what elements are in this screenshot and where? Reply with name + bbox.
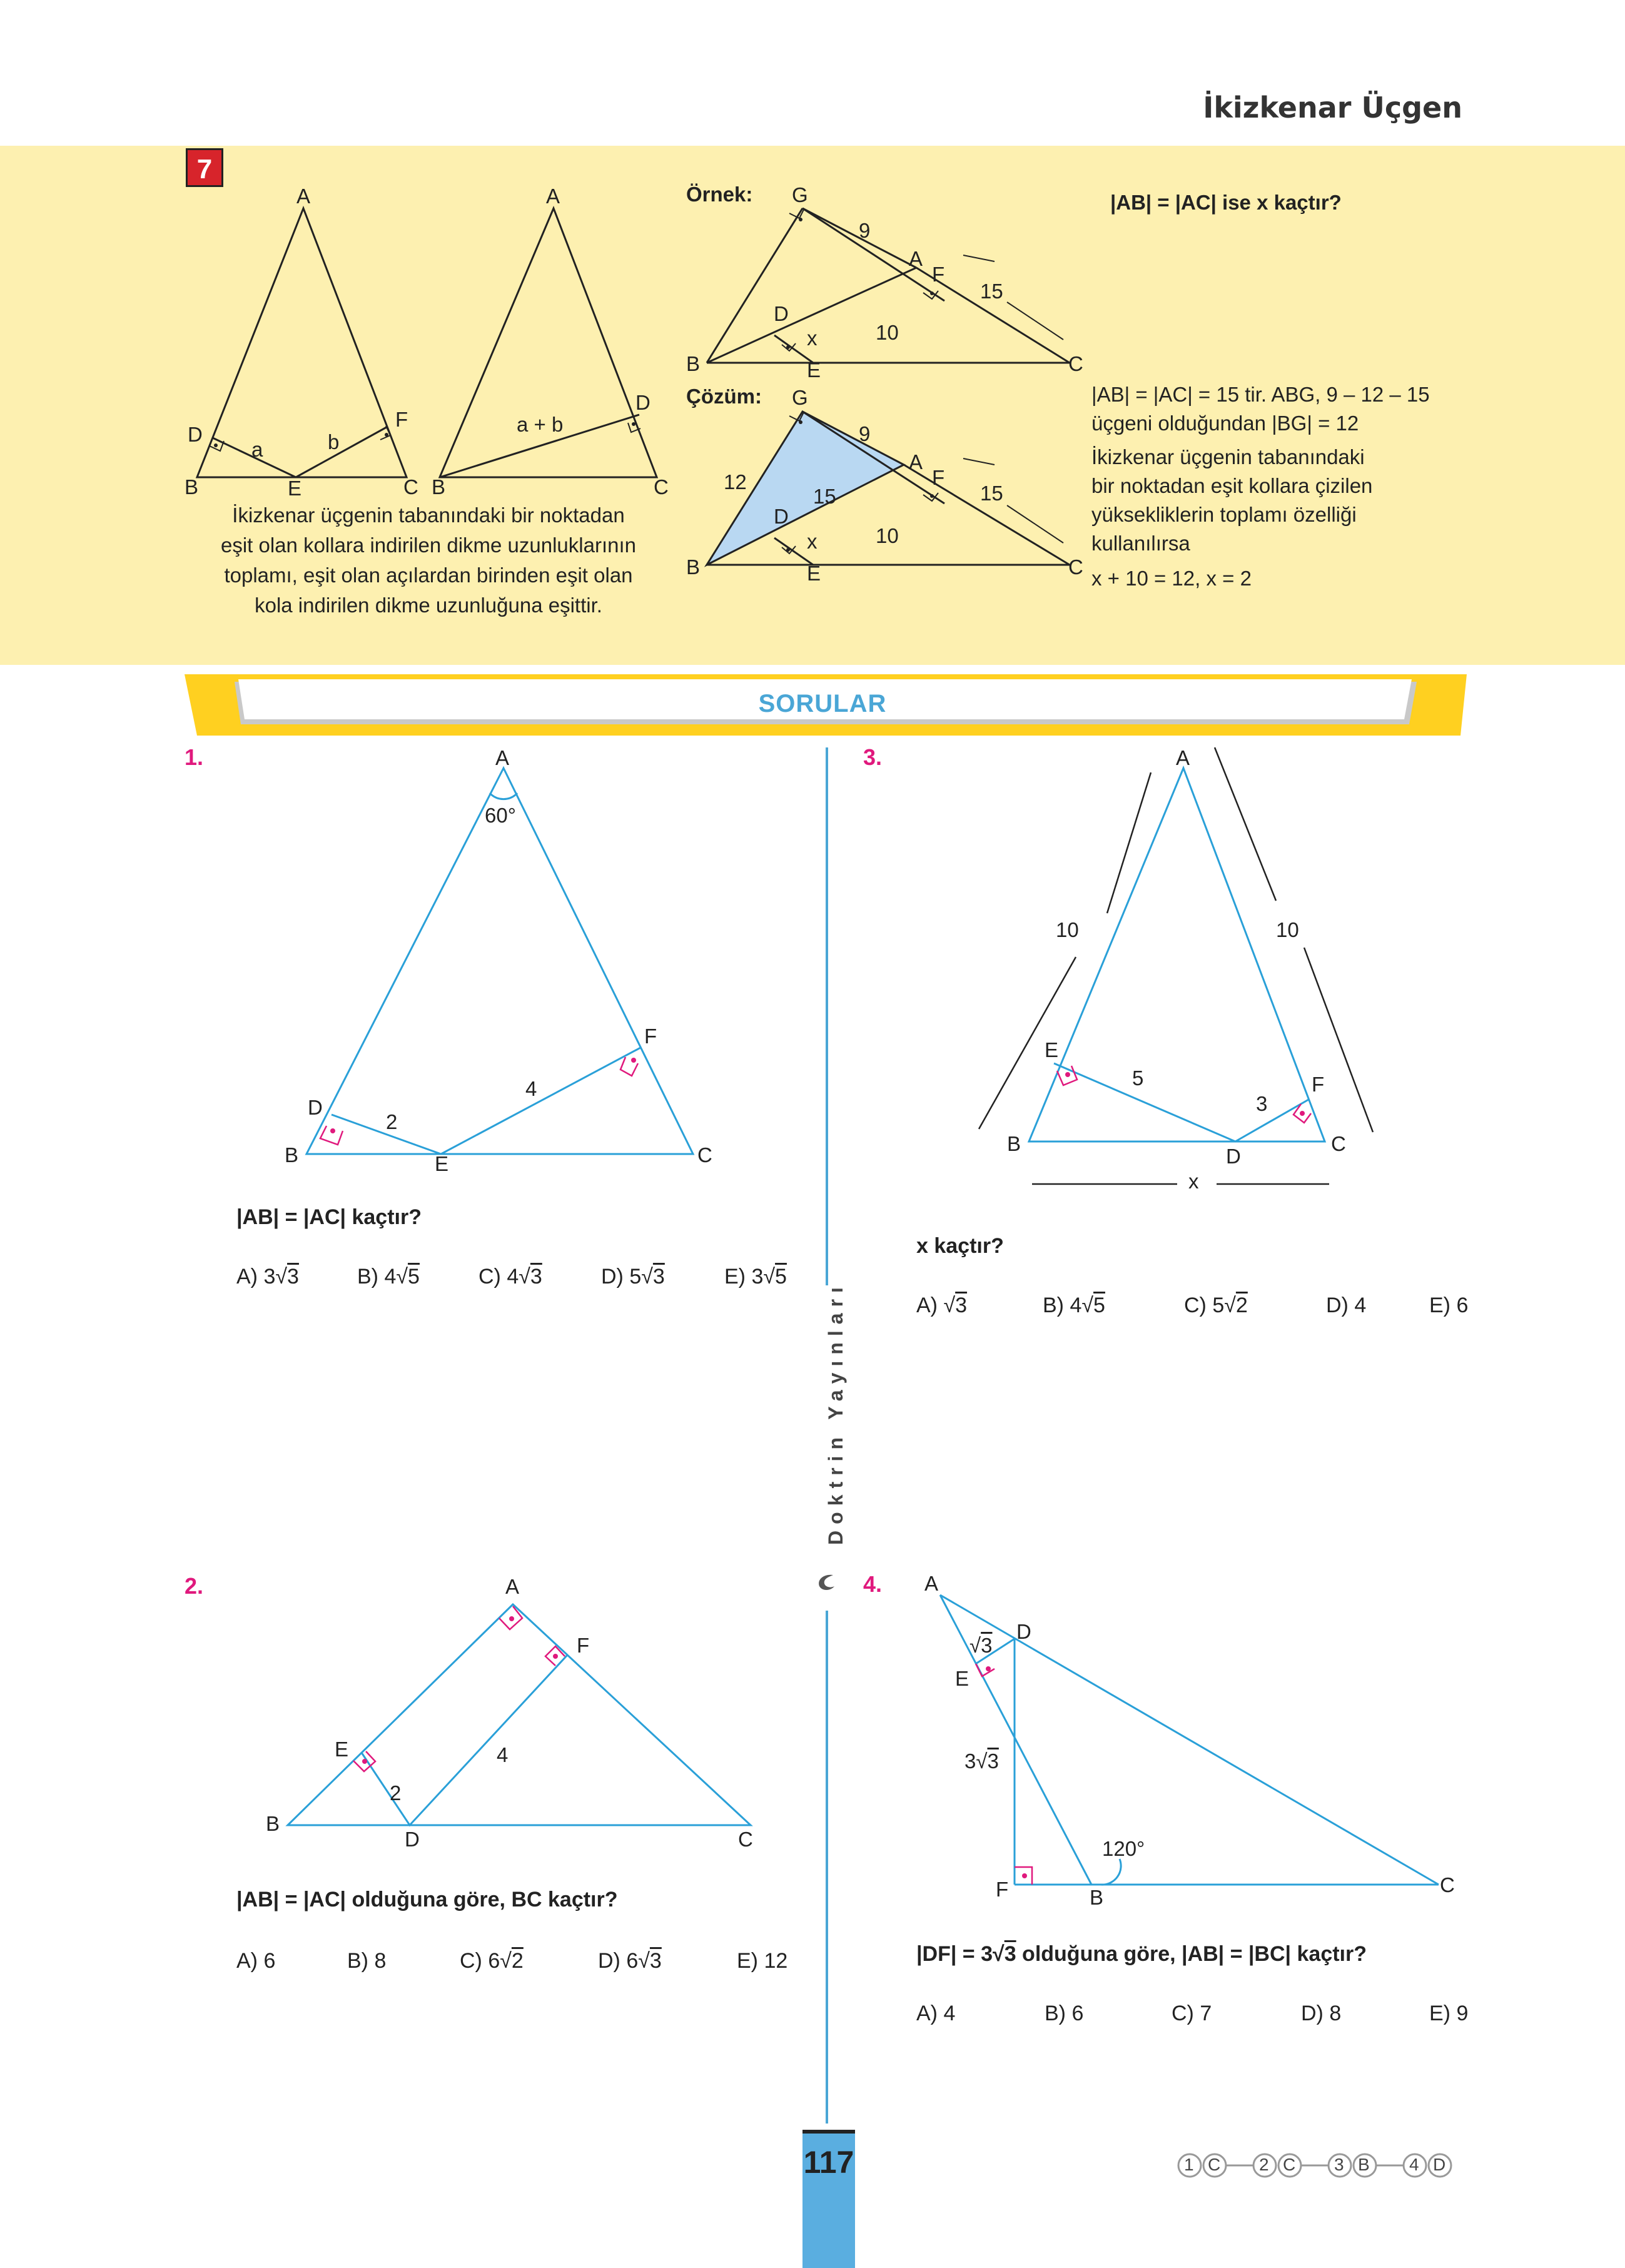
- question-number: 4.: [863, 1571, 883, 1597]
- q4-label-d: D: [1016, 1620, 1031, 1643]
- ex-label-15: 15: [980, 280, 1003, 303]
- answer-key-letter: D: [1433, 2155, 1446, 2174]
- solution-line: üçgeni olduğundan |BG| = 12: [1091, 412, 1359, 435]
- example-label: Örnek:: [686, 183, 753, 206]
- q2-option-c[interactable]: C) 6√2: [460, 1949, 524, 1973]
- answer-key-letter: B: [1358, 2155, 1370, 2174]
- fig1-triangle: [197, 208, 407, 477]
- theory-text-line: kola indirilen dikme uzunluğuna eşittir.: [255, 594, 602, 617]
- q1-label-angle: 60°: [485, 804, 516, 827]
- q3-label-10-left: 10: [1056, 918, 1079, 941]
- fig1-label-b-len: b: [328, 430, 340, 453]
- fig1-perpendiculars: [213, 427, 387, 477]
- answer-key-letter: C: [1283, 2155, 1296, 2174]
- q4-option-c[interactable]: C) 7: [1172, 2002, 1212, 2025]
- q3-question-text: x kaçtır?: [916, 1234, 1004, 1258]
- question-number: 2.: [185, 1573, 204, 1599]
- fig2-triangle: [440, 208, 657, 477]
- q1-label-a: A: [495, 746, 510, 769]
- q1-label-f: F: [644, 1025, 657, 1048]
- section-badge: 7: [186, 148, 223, 187]
- q3-label-f: F: [1312, 1073, 1325, 1096]
- q2-label-d: D: [405, 1828, 420, 1851]
- q2-option-e[interactable]: E) 12: [737, 1949, 788, 1973]
- q4-label-root3: √3: [969, 1634, 993, 1657]
- answer-key-number: 4: [1409, 2155, 1419, 2174]
- sol-label-10: 10: [876, 524, 899, 547]
- sol-label-d: D: [774, 505, 789, 528]
- q1-option-a[interactable]: A) 3√3: [236, 1265, 299, 1288]
- fig1-label-a: A: [296, 185, 311, 208]
- solution-label: Çözüm:: [686, 385, 762, 408]
- sorular-label: SORULAR: [758, 690, 887, 717]
- solution-line: bir noktadan eşit kollara çizilen: [1091, 474, 1373, 497]
- publisher-side-text: Doktrin Yayınları: [824, 1281, 847, 1545]
- q2-label-c: C: [738, 1828, 753, 1851]
- answer-key-number: 2: [1259, 2155, 1269, 2174]
- q3-label-5: 5: [1132, 1066, 1144, 1090]
- q2-label-b: B: [266, 1812, 280, 1835]
- q4-option-a[interactable]: A) 4: [916, 2002, 956, 2025]
- ex-label-b: B: [686, 352, 701, 375]
- q3-label-b: B: [1007, 1132, 1021, 1155]
- q3-label-3: 3: [1256, 1092, 1268, 1115]
- sol-label-f: F: [932, 466, 945, 489]
- page-number: 117: [803, 2145, 854, 2180]
- ex-label-10: 10: [876, 321, 899, 344]
- q1-label-2: 2: [386, 1110, 398, 1133]
- q3-label-e: E: [1045, 1038, 1059, 1061]
- ex-label-e: E: [807, 358, 821, 382]
- fig2-label-b: B: [432, 475, 446, 499]
- q2-label-f: F: [577, 1634, 590, 1657]
- sol-label-e: E: [807, 562, 821, 585]
- q4-label-b: B: [1090, 1886, 1104, 1909]
- q3-label-a: A: [1176, 746, 1190, 769]
- q2-label-4: 4: [497, 1743, 509, 1766]
- answer-key-number: 3: [1334, 2155, 1344, 2174]
- q1-label-4: 4: [525, 1077, 537, 1100]
- ex-label-a: A: [909, 247, 923, 270]
- q3-option-d[interactable]: D) 4: [1326, 1293, 1367, 1317]
- publisher-logo-icon: [814, 1571, 839, 1594]
- q3-label-c: C: [1331, 1132, 1346, 1155]
- theory-text: [188, 500, 669, 620]
- sol-label-g: G: [792, 386, 808, 409]
- q3-option-b[interactable]: B) 4√5: [1043, 1293, 1105, 1317]
- fig1-label-c: C: [403, 475, 418, 499]
- ex-label-d: D: [774, 302, 789, 325]
- answer-key-number: 1: [1184, 2155, 1194, 2174]
- q4-option-e[interactable]: E) 9: [1429, 2002, 1469, 2025]
- q4-label-3root3: 3√3: [964, 1749, 999, 1773]
- answer-key-letter: C: [1208, 2155, 1221, 2174]
- fig1-label-a-len: a: [251, 438, 263, 461]
- example-question: |AB| = |AC| ise x kaçtır?: [1110, 191, 1342, 214]
- q1-label-e: E: [435, 1152, 449, 1175]
- fig1-label-b: B: [185, 475, 199, 499]
- q4-label-angle: 120°: [1102, 1837, 1145, 1860]
- fig1-label-d: D: [188, 423, 203, 446]
- ex-label-f: F: [932, 263, 945, 286]
- q1-option-e[interactable]: E) 3√5: [724, 1265, 787, 1288]
- sol-label-c: C: [1068, 555, 1083, 579]
- q4-option-b[interactable]: B) 6: [1045, 2002, 1084, 2025]
- q4-label-f: F: [996, 1878, 1009, 1901]
- solution-line: kullanılırsa: [1091, 532, 1190, 555]
- solution-line: x + 10 = 12, x = 2: [1091, 567, 1252, 590]
- q1-label-b: B: [285, 1143, 299, 1167]
- q2-label-2: 2: [390, 1781, 402, 1805]
- q1-option-b[interactable]: B) 4√5: [357, 1265, 420, 1288]
- page-title: İkizkenar Üçgen: [1203, 91, 1462, 124]
- q3-option-e[interactable]: E) 6: [1429, 1293, 1469, 1317]
- q3-option-c[interactable]: C) 5√2: [1184, 1293, 1248, 1317]
- q2-option-a[interactable]: A) 6: [236, 1949, 276, 1973]
- sol-label-15: 15: [980, 482, 1003, 505]
- q2-label-a: A: [505, 1575, 520, 1598]
- fig1-label-e: E: [288, 477, 302, 500]
- q2-option-b[interactable]: B) 8: [347, 1949, 387, 1973]
- q2-option-d[interactable]: D) 6√3: [598, 1949, 662, 1973]
- q3-option-a[interactable]: A) √3: [916, 1293, 968, 1317]
- q2-label-e: E: [335, 1738, 349, 1761]
- q4-label-c: C: [1440, 1873, 1455, 1896]
- q4-option-d[interactable]: D) 8: [1301, 2002, 1342, 2025]
- theory-text-line: eşit olan kollara indirilen dikme uzunluklarının: [220, 534, 636, 557]
- q1-option-c[interactable]: C) 4√3: [478, 1265, 542, 1288]
- solution-line: yüksekliklerin toplamı özelliği: [1091, 503, 1357, 526]
- q4-label-e: E: [955, 1667, 969, 1690]
- sol-label-9: 9: [859, 422, 871, 445]
- fig2-label-d: D: [635, 391, 651, 414]
- fig1-label-f: F: [395, 408, 408, 431]
- fig2-label-a: A: [546, 185, 560, 208]
- sol-label-x: x: [807, 530, 818, 553]
- q3-label-d: D: [1226, 1145, 1241, 1168]
- ex-label-9: 9: [859, 219, 871, 242]
- ex-label-x: x: [807, 327, 818, 350]
- ex-label-g: G: [792, 183, 808, 206]
- sol-label-15-inner: 15: [813, 485, 836, 508]
- page-number-bar: [802, 2130, 855, 2137]
- q1-label-d: D: [308, 1096, 323, 1119]
- q3-label-10-right: 10: [1276, 918, 1299, 941]
- ex-label-c: C: [1068, 352, 1083, 375]
- fig2-label-ab: a + b: [517, 413, 564, 436]
- q3-label-x: x: [1188, 1170, 1199, 1193]
- solution-line: İkizkenar üçgenin tabanındaki: [1091, 445, 1365, 468]
- q4-question-text: |DF| = 3√3 olduğuna göre, |AB| = |BC| kaçtır?: [916, 1942, 1367, 1966]
- q1-option-d[interactable]: D) 5√3: [601, 1265, 665, 1288]
- question-number: 1.: [185, 744, 204, 770]
- q1-label-c: C: [697, 1143, 712, 1167]
- q1-question-text: |AB| = |AC| kaçtır?: [236, 1205, 422, 1229]
- sol-label-12: 12: [724, 470, 747, 494]
- theory-text-line: toplamı, eşit olan açılardan birinden eşit olan: [224, 564, 633, 587]
- q4-label-a: A: [924, 1572, 939, 1595]
- sol-label-b: B: [686, 555, 701, 579]
- solution-text: [1091, 380, 1479, 593]
- sol-label-a: A: [909, 450, 923, 473]
- fig2-label-c: C: [654, 475, 669, 499]
- solution-line: |AB| = |AC| = 15 tir. ABG, 9 – 12 – 15: [1091, 383, 1430, 406]
- question-number: 3.: [863, 744, 883, 770]
- theory-text-line: İkizkenar üçgenin tabanındaki bir noktadan: [232, 504, 625, 527]
- q2-question-text: |AB| = |AC| olduğuna göre, BC kaçtır?: [236, 1888, 618, 1911]
